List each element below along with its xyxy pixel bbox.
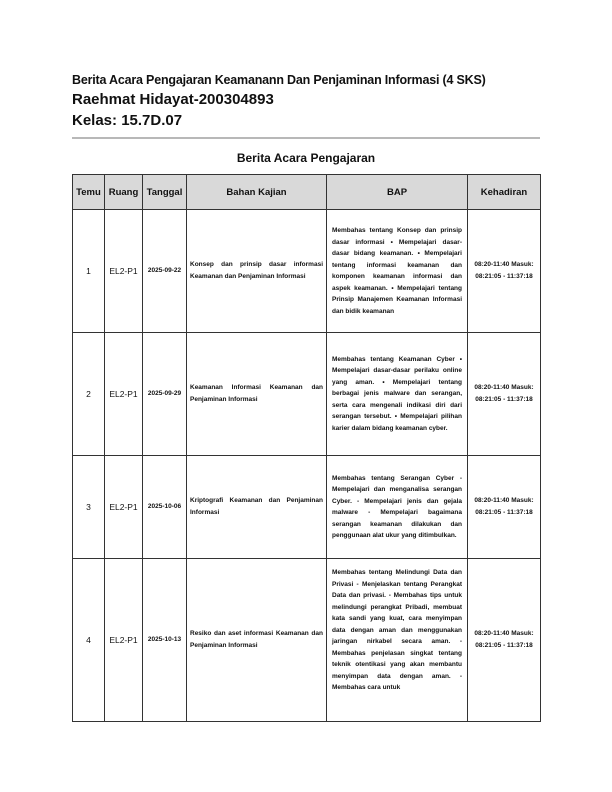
col-header-kehadiran: Kehadiran	[468, 175, 541, 210]
cell-tanggal: 2025-10-13	[143, 559, 187, 722]
cell-ruang: EL2-P1	[105, 333, 143, 456]
cell-temu: 1	[73, 210, 105, 333]
header-divider	[72, 137, 540, 139]
col-header-bahan-kajian: Bahan Kajian	[187, 175, 327, 210]
cell-bahan-kajian: Kriptografi Keamanan dan Penjaminan Informasi	[187, 456, 327, 559]
cell-bap: Membahas tentang Keamanan Cyber • Mempelajari dasar-dasar perilaku online yang aman. • Mempelajari tentang berbagai jenis malware dan serangan, serta cara mengenali indikasi diri dari serangan tersebut. • Mempelajari pilihan karier dalam bidang keamanan cyber.	[327, 333, 468, 456]
cell-ruang: EL2-P1	[105, 456, 143, 559]
table-row	[73, 559, 541, 722]
cell-tanggal: 2025-09-22	[143, 210, 187, 333]
cell-temu: 3	[73, 456, 105, 559]
col-header-temu: Temu	[73, 175, 105, 210]
cell-temu: 2	[73, 333, 105, 456]
cell-bahan-kajian: Keamanan Informasi Keamanan dan Penjaminan Informasi	[187, 333, 327, 456]
cell-bahan-kajian: Konsep dan prinsip dasar informasi Keamanan dan Penjaminan Informasi	[187, 210, 327, 333]
table-row	[73, 456, 541, 559]
col-header-ruang: Ruang	[105, 175, 143, 210]
col-header-tanggal: Tanggal	[143, 175, 187, 210]
attendance-table	[72, 174, 541, 722]
cell-temu: 4	[73, 559, 105, 722]
class-label: Kelas: 15.7D.07	[72, 112, 183, 129]
cell-bap: Membahas tentang Konsep dan prinsip dasar informasi • Mempelajari dasar-dasar bidang keamanan. • Mempelajari tentang informasi keamanan dan komponen keamanan informasi dan aspek keamanan. • Mempelajari tentang Prinsip Manajemen Keamanan Informasi dan bidik keamanan	[327, 210, 468, 333]
cell-kehadiran: 08:20-11:40 Masuk: 08:21:05 - 11:37:18	[468, 559, 541, 722]
cell-bap: Membahas tentang Serangan Cyber - Mempelajari dan menganalisa serangan Cyber. - Mempelajari jenis dan gejala malware - Mempelajari bagaimana serangan keamanan dilakukan dan penggunaan alat ukur yang ditimbulkan.	[327, 456, 468, 559]
cell-ruang: EL2-P1	[105, 210, 143, 333]
course-title: Berita Acara Pengajaran Keamanann Dan Penjaminan Informasi (4 SKS)	[72, 73, 486, 87]
cell-tanggal: 2025-10-06	[143, 456, 187, 559]
table-header-row	[73, 175, 541, 210]
cell-kehadiran: 08:20-11:40 Masuk: 08:21:05 - 11:37:18	[468, 210, 541, 333]
table-caption: Berita Acara Pengajaran	[236, 151, 376, 165]
col-header-bap: BAP	[327, 175, 468, 210]
cell-bahan-kajian: Resiko dan aset informasi Keamanan dan Penjaminan Informasi	[187, 559, 327, 722]
cell-tanggal: 2025-09-29	[143, 333, 187, 456]
cell-kehadiran: 08:20-11:40 Masuk: 08:21:05 - 11:37:18	[468, 333, 541, 456]
cell-bap: Membahas tentang Melindungi Data dan Privasi - Menjelaskan tentang Perangkat Data dan privasi. - Membahas tips untuk melindungi perangkat Pribadi, membuat kata sandi yang kuat, cara menyimpan data dengan aman dan menggunakan jaringan nirkabel secara aman. - Membahas penjelasan singkat tentang teknik otentikasi yang akan membantu menyimpan data dengan aman. - Membahas cara untuk	[327, 559, 468, 722]
cell-ruang: EL2-P1	[105, 559, 143, 722]
cell-kehadiran: 08:20-11:40 Masuk: 08:21:05 - 11:37:18	[468, 456, 541, 559]
student-name: Raehmat Hidayat-200304893	[72, 91, 274, 108]
table-row	[73, 333, 541, 456]
table-row	[73, 210, 541, 333]
